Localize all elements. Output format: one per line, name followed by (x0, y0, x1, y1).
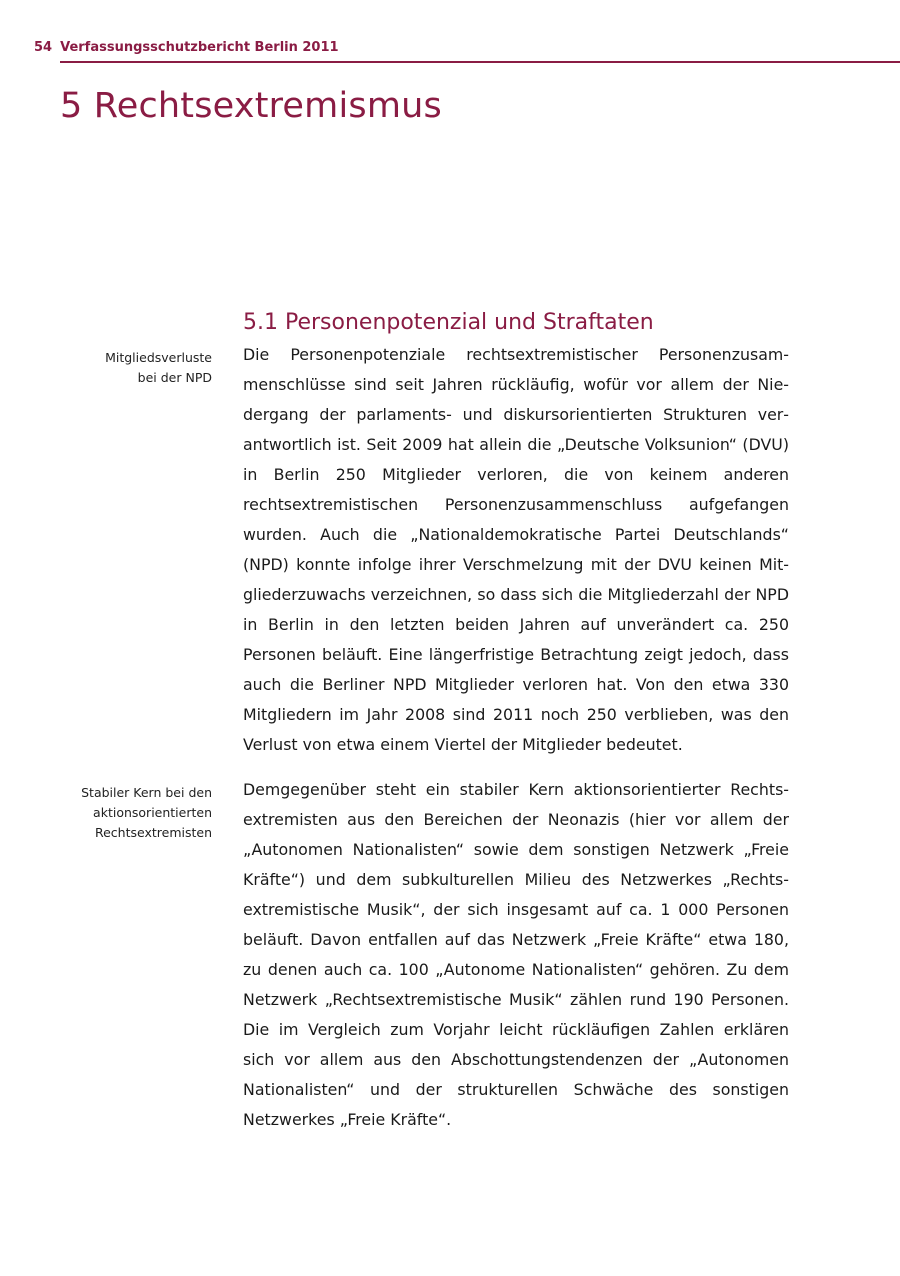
chapter-title: 5 Rechtsextremismus (60, 86, 442, 126)
section-title: 5.1 Personenpotenzial und Straftaten (243, 310, 654, 335)
header-rule (60, 61, 900, 63)
body-paragraph-2: Demgegenüber steht ein stabiler Kern aktionsorientierter Rechtsextremisten aus den Bereichen der Neonazis (hier vor allem der „Autonomen Nationalisten“ sowie dem sonstigen Netzwerk „Freie Kräfte“) und dem subkulturellen Milieu des Netzwerkes „Rechtsextremistische Musik“, der sich insgesamt auf ca. 1 000 Personen beläuft. Davon entfallen auf das Netzwerk „Freie Kräfte“ etwa 180, zu denen auch ca. 100 „Autonome Nationalisten“ gehören. Zu dem Netzwerk „Rechtsextremistische Musik“ zählen rund 190 Personen. Die im Vergleich zum Vorjahr leicht rückläufigen Zahlen erklären sich vor allem aus den Abschottungstendenzen der „Autonomen Nationalisten“ und der strukturellen Schwäche des sonstigen Netzwerkes „Freie Kräfte“. (243, 780, 789, 1129)
margin-note-kern: Stabiler Kern bei den aktionsorientierten Rechtsextremisten (81, 785, 212, 840)
running-header (34, 40, 339, 55)
page-number: 54 (34, 40, 53, 55)
body-paragraph-1: Die Personenpotenziale rechtsextremistischer Personenzusammenschlüsse sind seit Jahren rückläufig, wofür vor allem der Niedergang der parlaments- und diskursorientierten Strukturen verantwortlich ist. Seit 2009 hat allein die „Deutsche Volksunion“ (DVU) in Berlin 250 Mitglieder verloren, die von keinem anderen rechtsextremistischen Personenzusammenschluss aufgefangen wurden. Auch die „Nationaldemokratische Partei Deutschlands“ (NPD) konnte infolge ihrer Verschmelzung mit der DVU keinen Mitgliederzuwachs verzeichnen, so dass sich die Mitgliederzahl der NPD in Berlin in den letzten beiden Jahren auf unverändert ca. 250 Personen beläuft. Eine längerfristige Betrachtung zeigt jedoch, dass auch die Berliner NPD Mitglieder verloren hat. Von den etwa 330 Mitgliedern im Jahr 2008 sind 2011 noch 250 verblieben, was den Verlust von etwa einem Viertel der Mitglieder bedeutet. (243, 345, 789, 754)
publication-title: Verfassungsschutzbericht Berlin 2011 (60, 40, 339, 55)
margin-note-npd: Mitgliedsverluste bei der NPD (105, 350, 212, 385)
